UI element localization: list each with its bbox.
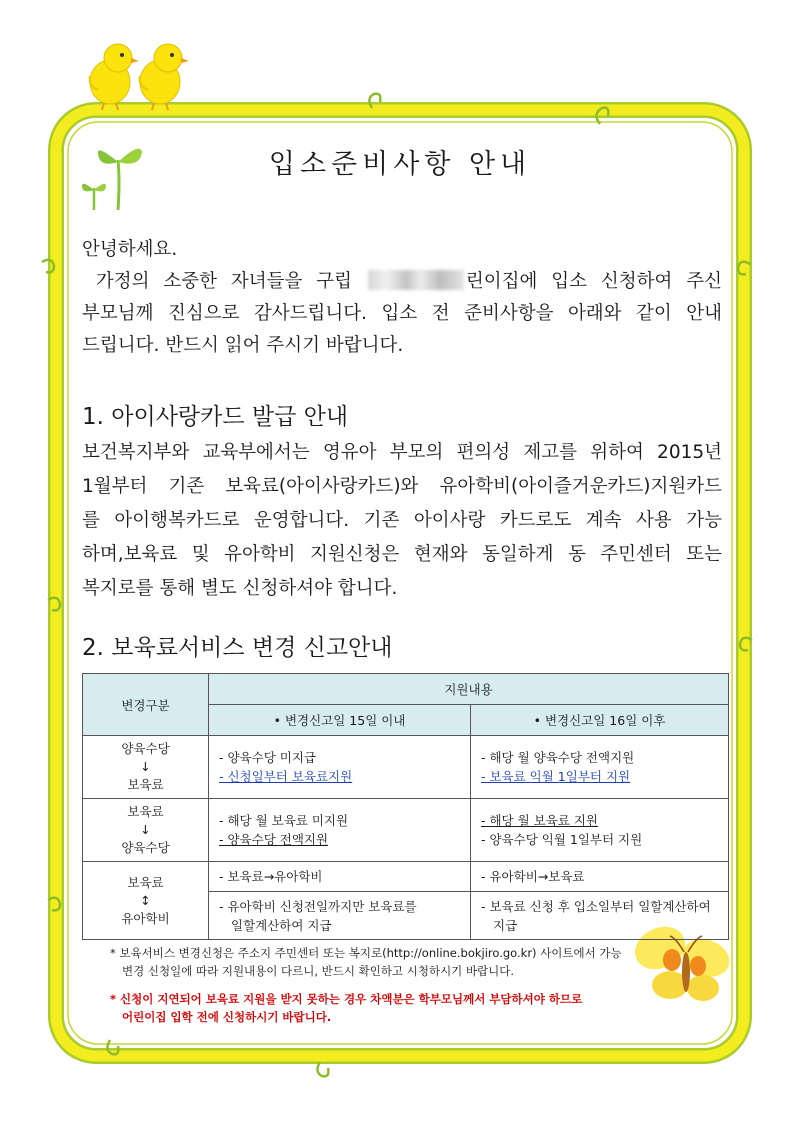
intro-line1-end: 린이집에 입소 신청하여 주신 [465, 271, 722, 292]
intro-line1-start: 가정의 소중한 자녀들을 구립 [95, 271, 352, 292]
cell-before [209, 736, 471, 799]
cell-line-underlined: - 해당 월 보육료 지원 [481, 813, 599, 828]
section1-line: 를 아이행복카드로 운영합니다. 기존 아이사랑 카드로도 계속 사용 가능 [82, 510, 722, 531]
header-change-category: 변경구분 [83, 674, 209, 736]
note-general [110, 944, 730, 980]
cell-after [471, 736, 729, 799]
category-from: 보육료 [127, 874, 164, 890]
table-row [83, 736, 729, 799]
section1-line: 1월부터 기존 보육료(아이사랑카드)와 유아학비(아이즐거운카드)지원카드 [82, 476, 722, 497]
cell-line: 일할계산하여 지급 [231, 917, 332, 933]
cell-line-highlight: - 보육료 익월 1일부터 지원 [481, 769, 631, 784]
header-within-15-days: • 변경신고일 15일 이내 [209, 705, 471, 736]
note-line: 어린이집 입학 전에 신청하시기 바랍니다. [122, 1010, 332, 1024]
arrow-down-icon: ↓ [140, 822, 151, 837]
cell-line-underlined: - 양육수당 전액지원 [219, 832, 329, 847]
category-from: 보육료 [127, 804, 164, 819]
page-title: 입소준비사항 안내 [268, 149, 532, 180]
section1-line: 복지로를 통해 별도 신청하셔야 합니다. [82, 578, 398, 599]
cell-line: 지급 [493, 917, 518, 933]
table-row [83, 799, 729, 862]
section2-heading: 2. 보육료서비스 변경 신고안내 [82, 635, 393, 661]
intro-line: 부모님께 진심으로 감사드립니다. 입소 전 준비사항을 아래와 같이 안내 [82, 303, 722, 324]
redacted-blur [368, 270, 464, 290]
note-line: * 보육서비스 변경신청은 주소지 주민센터 또는 복지로(http://online.bokjiro.go.kr) 사이트에서 가능 [110, 946, 622, 960]
cell-line: - 해당 월 보육료 미지원 [219, 813, 349, 828]
cell-after [471, 799, 729, 862]
header-support-content: 지원내용 [209, 674, 729, 705]
cell-line: - 보육료 신청 후 입소일부터 일할계산하여 [481, 898, 711, 914]
note-warning [110, 990, 730, 1026]
cell-before [209, 892, 471, 940]
section1-line: 보건복지부와 교육부에서는 영유아 부모의 편의성 제고를 위하여 2015년 [82, 442, 722, 463]
row-category [83, 862, 209, 940]
cell-line-highlight: - 신청일부터 보육료지원 [219, 769, 353, 784]
intro-line: 드립니다. 반드시 읽어 주시기 바랍니다. [82, 335, 404, 356]
note-line: * 신청이 지연되어 보육료 지원을 받지 못하는 경우 차액분은 학부모님께서 부담하셔야 하므로 [110, 992, 583, 1006]
chick-icon [90, 44, 139, 110]
cell-before: - 보육료→유아학비 [209, 862, 471, 892]
note-line: 변경 신청일에 따라 지원내용이 다르니, 반드시 확인하고 시청하시기 바랍니다. [122, 964, 515, 978]
cell-before [209, 799, 471, 862]
notes-block [110, 944, 730, 1026]
section1-paragraph [82, 436, 722, 606]
cell-after: - 유아학비→보육료 [471, 862, 729, 892]
category-from: 양육수당 [121, 741, 170, 756]
cell-after [471, 892, 729, 940]
section1-heading: 1. 아이사랑카드 발급 안내 [82, 404, 349, 430]
chick-icon [140, 44, 189, 110]
row-category [83, 736, 209, 799]
section1-line: 하며,보육료 및 유아학비 지원신청은 현재와 동일하게 동 주민센터 또는 [82, 544, 722, 565]
row-category [83, 799, 209, 862]
category-to: 보육료 [127, 777, 164, 792]
cell-line: - 양육수당 익월 1일부터 지원 [481, 832, 643, 847]
arrow-updown-icon: ↕ [140, 892, 151, 908]
cell-line: - 해당 월 양육수당 전액지원 [481, 750, 635, 765]
arrow-down-icon: ↓ [140, 759, 151, 774]
service-change-table [82, 673, 729, 940]
table-row [83, 862, 729, 892]
intro-line [82, 266, 722, 298]
cell-line: - 양육수당 미지급 [219, 750, 316, 765]
cell-line: - 유아학비 신청전일까지만 보육료를 [219, 898, 417, 914]
greeting-text: 안녕하세요. [82, 239, 178, 260]
category-to: 양육수당 [121, 840, 170, 855]
header-after-16-days: • 변경신고일 16일 이후 [471, 705, 729, 736]
category-to: 유아학비 [121, 910, 170, 926]
intro-paragraph [82, 234, 722, 362]
